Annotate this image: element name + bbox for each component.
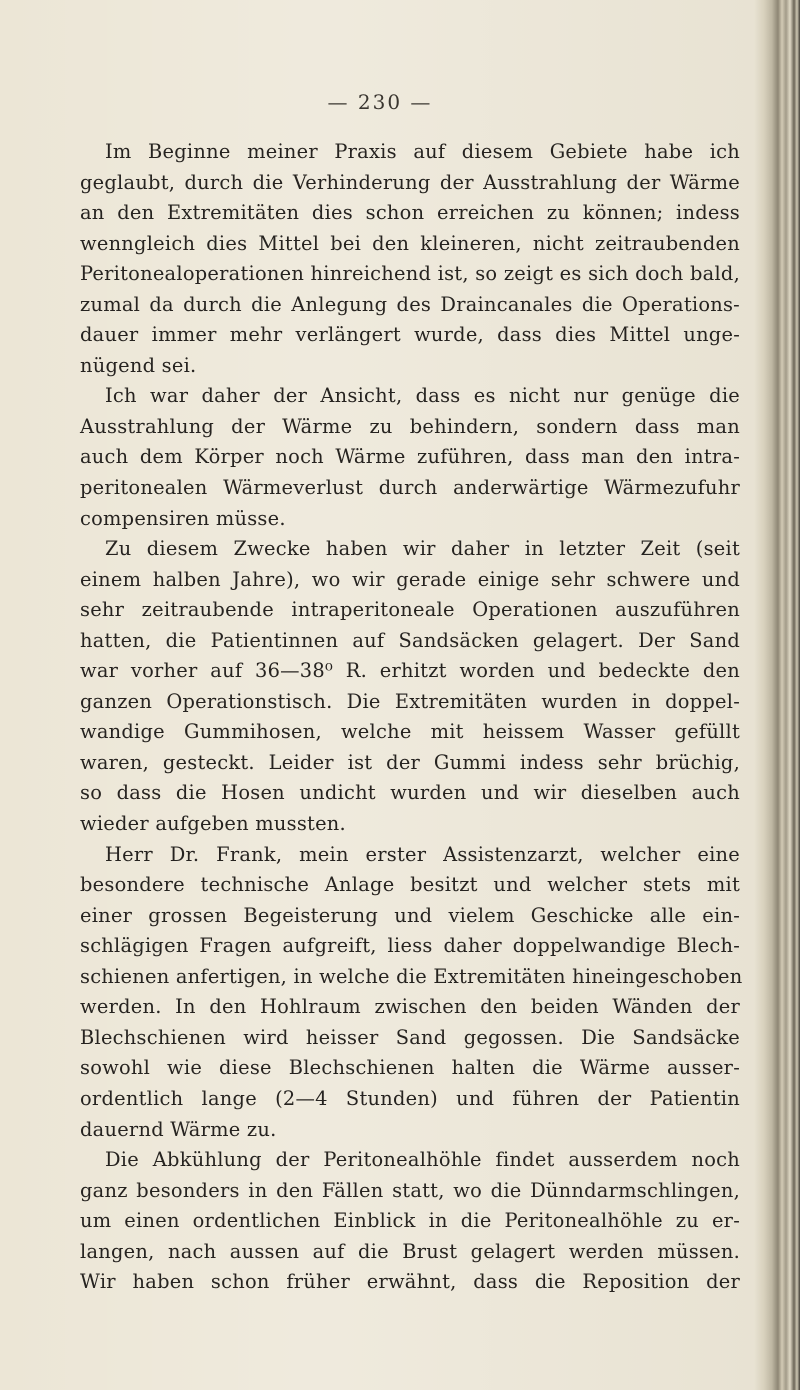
text-line: zumal da durch die Anlegung des Draincanales die Operations- (80, 292, 740, 316)
text-line: auch dem Körper noch Wärme zuführen, dass man den intra- (80, 445, 740, 469)
page-number: — 230 — (327, 90, 433, 114)
text-line: wandige Gummihosen, welche mit heissem Wasser gefüllt (80, 720, 740, 744)
text-line: um einen ordentlichen Einblick in die Peritonealhöhle zu er- (80, 1209, 740, 1233)
text-line: einem halben Jahre), wo wir gerade einige sehr schwere und (80, 567, 740, 591)
text-line: Zu diesem Zwecke haben wir daher in letzter Zeit (seit (105, 537, 740, 561)
text-line: geglaubt, durch die Verhinderung der Ausstrahlung der Wärme (80, 170, 740, 194)
text-line: dauer immer mehr verlängert wurde, dass dies Mittel unge- (80, 323, 740, 347)
text-line: Ausstrahlung der Wärme zu behindern, sondern dass man (80, 414, 740, 438)
body-text (80, 137, 743, 1298)
text-line: nügend sei. (80, 353, 197, 377)
text-line: ganz besonders in den Fällen statt, wo die Dünndarmschlingen, (80, 1178, 740, 1202)
text-line: ganzen Operationstisch. Die Extremitäten wurden in doppel- (80, 689, 740, 713)
text-line: Die Abkühlung der Peritonealhöhle findet ausserdem noch (105, 1148, 740, 1172)
text-line: wenngleich dies Mittel bei den kleineren, nicht zeitraubenden (80, 231, 740, 255)
text-line: einer grossen Begeisterung und vielem Geschicke alle ein- (80, 903, 740, 927)
text-line: peritonealen Wärmeverlust durch anderwärtige Wärmezufuhr (80, 476, 740, 500)
text-line: werden. In den Hohlraum zwischen den beiden Wänden der (80, 995, 740, 1019)
text-line: compensiren müsse. (80, 506, 286, 530)
text-line: Herr Dr. Frank, mein erster Assistenzarzt, welcher eine (105, 842, 740, 866)
text-line: waren, gesteckt. Leider ist der Gummi indess sehr brüchig, (80, 750, 740, 774)
text-line: Peritonealoperationen hinreichend ist, so zeigt es sich doch bald, (80, 262, 740, 286)
text-line: war vorher auf 36—38⁰ R. erhitzt worden und bedeckte den (80, 659, 740, 683)
text-line: sowohl wie diese Blechschienen halten die Wärme ausser- (80, 1056, 740, 1080)
text-line: Wir haben schon früher erwähnt, dass die Reposition der (80, 1270, 740, 1294)
text-line: an den Extremitäten dies schon erreichen zu können; indess (80, 201, 740, 225)
text-line: dauernd Wärme zu. (80, 1117, 277, 1141)
text-line: ordentlich lange (2—4 Stunden) und führen der Patientin (80, 1086, 740, 1110)
page-edge-shadow (754, 0, 800, 1390)
text-line: so dass die Hosen undicht wurden und wir dieselben auch (80, 781, 740, 805)
text-line: sehr zeitraubende intraperitoneale Operationen auszuführen (80, 598, 740, 622)
text-line: langen, nach aussen auf die Brust gelagert werden müssen. (80, 1239, 740, 1263)
text-line: Ich war daher der Ansicht, dass es nicht nur genüge die (105, 384, 740, 408)
text-line: Blechschienen wird heisser Sand gegossen. Die Sandsäcke (80, 1025, 740, 1049)
text-line: hatten, die Patientinnen auf Sandsäcken gelagert. Der Sand (80, 628, 740, 652)
text-line: Im Beginne meiner Praxis auf diesem Gebiete habe ich (105, 140, 740, 163)
text-line: schlägigen Fragen aufgreift, liess daher doppelwandige Blech- (80, 934, 740, 958)
text-line: schienen anfertigen, in welche die Extremitäten hineingeschoben (80, 964, 743, 988)
text-line: besondere technische Anlage besitzt und welcher stets mit (80, 873, 740, 897)
text-line: wieder aufgeben mussten. (80, 812, 346, 836)
